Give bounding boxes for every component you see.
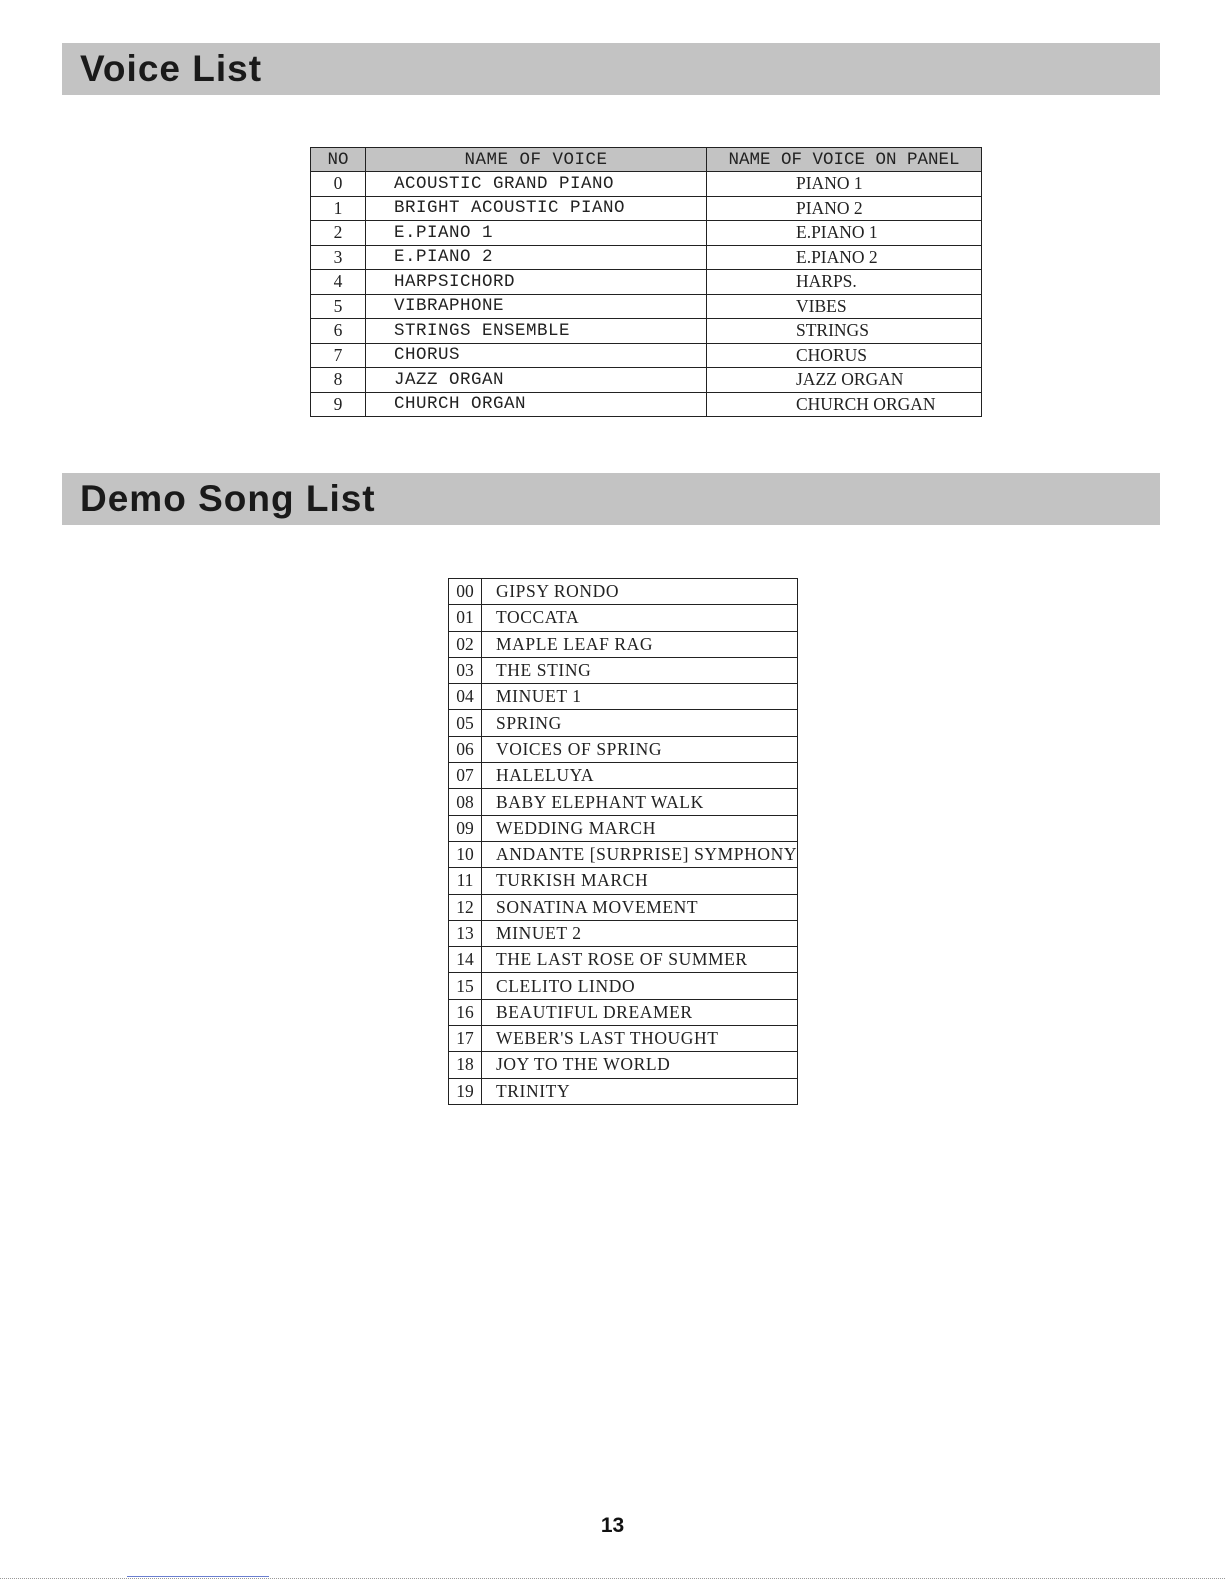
demo-song-list-header (62, 473, 1160, 525)
song-number: 04 (449, 684, 482, 710)
table-row (311, 172, 982, 197)
voice-name: JAZZ ORGAN (366, 368, 707, 393)
song-number: 13 (449, 920, 482, 946)
song-name: WEDDING MARCH (482, 815, 798, 841)
song-name: GIPSY RONDO (482, 579, 798, 605)
table-row (449, 1052, 798, 1078)
song-number: 05 (449, 710, 482, 736)
voice-name: VIBRAPHONE (366, 294, 707, 319)
table-row (311, 343, 982, 368)
table-row (449, 841, 798, 867)
song-name: WEBER'S LAST THOUGHT (482, 1026, 798, 1052)
song-number: 08 (449, 789, 482, 815)
voice-panel-name: PIANO 1 (707, 172, 982, 197)
voice-panel-name: E.PIANO 1 (707, 221, 982, 246)
table-row (449, 815, 798, 841)
table-row (449, 579, 798, 605)
table-row (449, 736, 798, 762)
header-name-of-voice: NAME OF VOICE (366, 148, 707, 172)
voice-number: 7 (311, 343, 366, 368)
table-row (449, 789, 798, 815)
table-row (449, 1078, 798, 1104)
table-row (311, 221, 982, 246)
song-name: TURKISH MARCH (482, 868, 798, 894)
voice-number: 1 (311, 196, 366, 221)
song-name: MINUET 2 (482, 920, 798, 946)
song-number: 12 (449, 894, 482, 920)
table-row (449, 999, 798, 1025)
song-number: 14 (449, 947, 482, 973)
voice-name: CHURCH ORGAN (366, 392, 707, 417)
song-name: THE LAST ROSE OF SUMMER (482, 947, 798, 973)
voice-name: CHORUS (366, 343, 707, 368)
voice-number: 8 (311, 368, 366, 393)
voice-panel-name: JAZZ ORGAN (707, 368, 982, 393)
song-number: 06 (449, 736, 482, 762)
song-name: TOCCATA (482, 605, 798, 631)
voice-number: 2 (311, 221, 366, 246)
song-number: 07 (449, 763, 482, 789)
voice-panel-name: STRINGS (707, 319, 982, 344)
song-number: 01 (449, 605, 482, 631)
table-row (449, 868, 798, 894)
voice-number: 6 (311, 319, 366, 344)
table-row (449, 894, 798, 920)
voice-panel-name: CHURCH ORGAN (707, 392, 982, 417)
table-row (449, 657, 798, 683)
voice-panel-name: PIANO 2 (707, 196, 982, 221)
song-number: 03 (449, 657, 482, 683)
voice-number: 9 (311, 392, 366, 417)
table-row (449, 1026, 798, 1052)
demo-song-list-title: Demo Song List (80, 478, 376, 519)
voice-name: HARPSICHORD (366, 270, 707, 295)
table-row (449, 973, 798, 999)
voice-panel-name: E.PIANO 2 (707, 245, 982, 270)
song-name: JOY TO THE WORLD (482, 1052, 798, 1078)
song-name: SONATINA MOVEMENT (482, 894, 798, 920)
song-number: 15 (449, 973, 482, 999)
song-name: BEAUTIFUL DREAMER (482, 999, 798, 1025)
table-row (311, 319, 982, 344)
table-row (449, 605, 798, 631)
voice-name: E.PIANO 2 (366, 245, 707, 270)
voice-name: ACOUSTIC GRAND PIANO (366, 172, 707, 197)
voice-list-header (62, 43, 1160, 95)
song-name: MINUET 1 (482, 684, 798, 710)
song-number: 00 (449, 579, 482, 605)
voice-panel-name: CHORUS (707, 343, 982, 368)
song-name: ANDANTE [SURPRISE] SYMPHONY (482, 841, 798, 867)
voice-name: STRINGS ENSEMBLE (366, 319, 707, 344)
song-number: 18 (449, 1052, 482, 1078)
table-row (311, 196, 982, 221)
voice-table (310, 147, 982, 417)
song-name: THE STING (482, 657, 798, 683)
header-no: NO (311, 148, 366, 172)
song-name: TRINITY (482, 1078, 798, 1104)
voice-panel-name: VIBES (707, 294, 982, 319)
page-number: 13 (600, 1514, 625, 1537)
voice-name: E.PIANO 1 (366, 221, 707, 246)
voice-name: BRIGHT ACOUSTIC PIANO (366, 196, 707, 221)
header-name-on-panel: NAME OF VOICE ON PANEL (707, 148, 982, 172)
table-row (449, 920, 798, 946)
song-name: HALELUYA (482, 763, 798, 789)
song-number: 16 (449, 999, 482, 1025)
voice-number: 3 (311, 245, 366, 270)
table-row (311, 245, 982, 270)
table-row (449, 631, 798, 657)
table-row (449, 710, 798, 736)
song-name: SPRING (482, 710, 798, 736)
voice-table-header-row (311, 148, 982, 172)
song-name: CLELITO LINDO (482, 973, 798, 999)
song-number: 10 (449, 841, 482, 867)
demo-song-table (448, 578, 798, 1105)
table-row (311, 294, 982, 319)
table-row (311, 392, 982, 417)
table-row (311, 270, 982, 295)
voice-number: 5 (311, 294, 366, 319)
voice-number: 4 (311, 270, 366, 295)
song-number: 17 (449, 1026, 482, 1052)
table-row (449, 947, 798, 973)
song-number: 09 (449, 815, 482, 841)
footer-link-underline (127, 1576, 269, 1577)
table-row (311, 368, 982, 393)
song-name: BABY ELEPHANT WALK (482, 789, 798, 815)
song-number: 02 (449, 631, 482, 657)
table-row (449, 763, 798, 789)
song-name: VOICES OF SPRING (482, 736, 798, 762)
song-name: MAPLE LEAF RAG (482, 631, 798, 657)
voice-panel-name: HARPS. (707, 270, 982, 295)
song-number: 11 (449, 868, 482, 894)
song-number: 19 (449, 1078, 482, 1104)
footer-divider (0, 1578, 1225, 1579)
table-row (449, 684, 798, 710)
voice-number: 0 (311, 172, 366, 197)
voice-list-title: Voice List (80, 48, 263, 89)
